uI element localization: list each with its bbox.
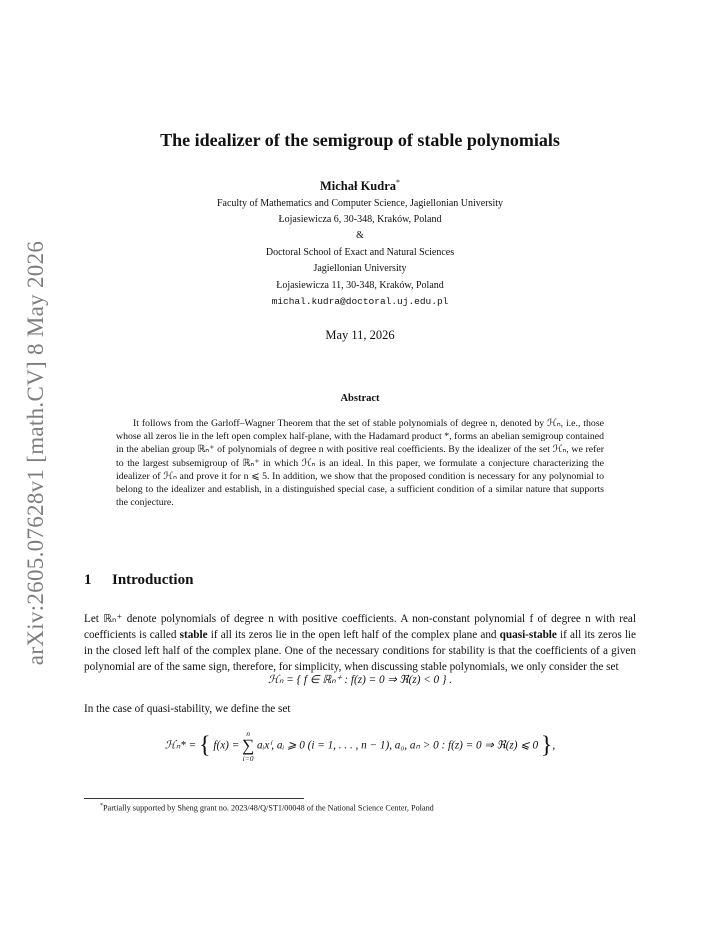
affiliation-line-5: Łojasiewicza 11, 30-348, Kraków, Poland bbox=[276, 280, 444, 291]
eq2-sum-bottom: i=0 bbox=[242, 754, 254, 763]
affiliation-line-2: Łojasiewicza 6, 30-348, Kraków, Poland bbox=[278, 214, 442, 225]
author-name bbox=[60, 178, 660, 194]
eq2-sum-top: n bbox=[246, 729, 250, 738]
term-stable: stable bbox=[179, 629, 208, 641]
section-heading bbox=[84, 572, 193, 589]
sum-sign-icon: ∑ bbox=[242, 736, 255, 755]
term-quasi-stable: quasi-stable bbox=[499, 629, 557, 641]
arxiv-identifier: arXiv:2605.07628v1 [math.CV] 8 May 2026 bbox=[23, 240, 48, 665]
section-title: Introduction bbox=[112, 572, 194, 588]
eq2-lhs: ℋₙ* = bbox=[164, 739, 197, 752]
affiliation-line-4: Jagiellonian University bbox=[313, 263, 407, 274]
intro-text-b: if all its zeros lie in the open left half of the complex plane and bbox=[207, 629, 500, 641]
paper-title: The idealizer of the semigroup of stable polynomials bbox=[160, 130, 560, 150]
eq2-rest: aᵢxⁱ, aᵢ ⩾ 0 (i = 1, . . . , n − 1), a₀, aₙ > 0 : f(z) = 0 ⇒ ℜ(z) ⩽ 0 bbox=[256, 739, 539, 752]
affiliation-ampersand: & bbox=[356, 230, 364, 241]
affiliation-line-3: Doctoral School of Exact and Natural Sciences bbox=[265, 247, 455, 258]
intro-paragraph-1 bbox=[84, 611, 636, 675]
paper-date: May 11, 2026 bbox=[325, 328, 395, 342]
eq2-open-brace: { bbox=[199, 732, 211, 759]
intro-text-a: Let ℝₙ⁺ denote polynomials of degree n with positive coefficients. A non-constant polynomial f of degree n with real coefficients is called bbox=[84, 613, 636, 641]
abstract-heading: Abstract bbox=[340, 393, 380, 404]
eq2-f: f(x) = bbox=[213, 739, 240, 752]
section-number: 1 bbox=[84, 572, 92, 588]
intro-paragraph-2: In the case of quasi-stability, we define the set bbox=[84, 703, 291, 715]
author-footnote-mark: * bbox=[396, 178, 401, 187]
eq2-end: , bbox=[552, 739, 556, 752]
equation-hn: ℋₙ = { f ∈ ℝₙ⁺ : f(z) = 0 ⇒ ℜ(z) < 0 } . bbox=[267, 674, 453, 686]
abstract-text: It follows from the Garloff–Wagner Theorem that the set of stable polynomials of degree n, denoted by ℋₙ, i.e., those whose all zeros lie in the left open complex half-plane, with the Hadamard product *, forms an abelian semigroup contained in the abelian group ℝₙ⁺ of polynomials of degree n with positive real coefficients. By the idealizer of the set ℋₙ, we refer to the largest subsemigroup of ℝₙ⁺ in which ℋₙ is an ideal. In this paper, we formulate a conjecture characterizing the idealizer of ℋₙ and prove it for n ⩽ 5. In addition, we show that the proposed condition is necessary for any polynomial to belong to the idealizer and establish, in a distinguished special case, a sufficient condition of a similar nature that supports the conjecture. bbox=[116, 418, 604, 509]
eq2-close-brace: } bbox=[540, 732, 553, 759]
footnote-mark: * bbox=[100, 803, 103, 809]
footnote-text: Partially supported by Sheng grant no. 2023/48/Q/ST1/00048 of the National Science Center, Poland bbox=[103, 803, 434, 813]
footnote-divider bbox=[84, 798, 304, 799]
intro-text-c: if all its zeros lie in the closed left half of the complex plane. One of the necessary conditions for stability is that the coefficients of a given polynomial are of the same sign, therefore, for simplicity, when discussing stable polynomials, we only consider the set bbox=[84, 629, 636, 673]
eq2-summation bbox=[242, 729, 254, 763]
affiliation-line-1: Faculty of Mathematics and Computer Science, Jagiellonian University bbox=[216, 198, 504, 209]
equation-hn-star bbox=[84, 729, 636, 763]
arxiv-sidebar bbox=[16, 240, 56, 665]
author-email[interactable]: michal.kudra@doctoral.uj.edu.pl bbox=[271, 296, 449, 307]
author-name-text: Michał Kudra bbox=[319, 179, 397, 194]
footnote bbox=[100, 803, 640, 813]
